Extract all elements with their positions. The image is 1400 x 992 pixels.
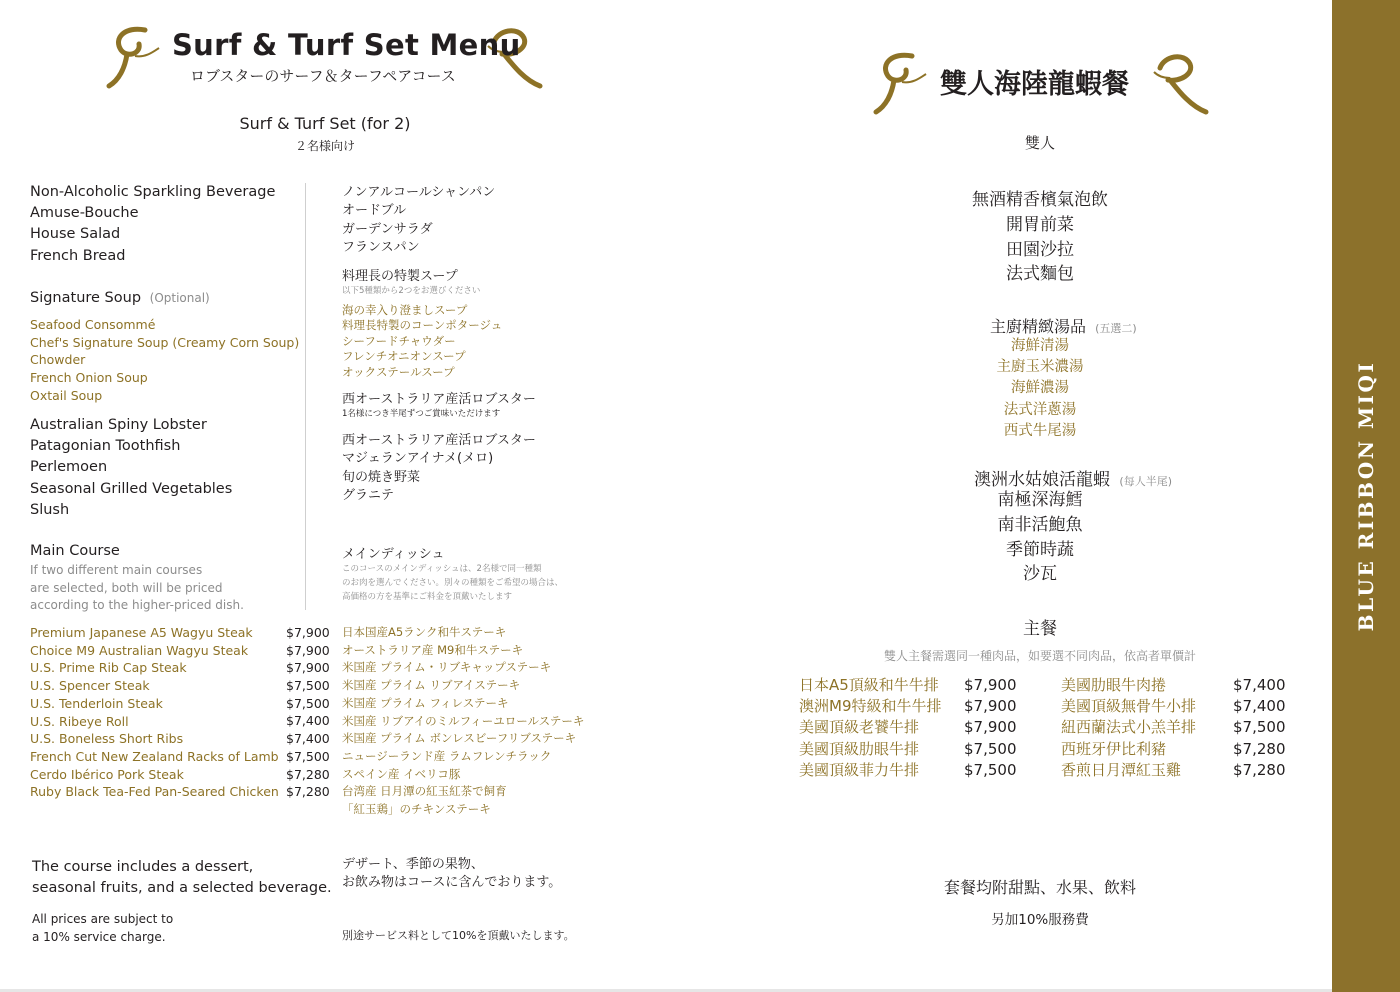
- price: $7,500: [286, 695, 330, 711]
- footer-line: デザート、季節の果物、: [342, 857, 484, 872]
- list-item: マジェランアイナメ(メロ): [342, 451, 494, 467]
- tw-lobster: [974, 465, 1172, 490]
- tw-soups: [875, 336, 1205, 442]
- lobster-heading-jp: 西オーストラリア産活ロブスター: [342, 392, 536, 407]
- list-item: 季節時蔬: [1006, 539, 1074, 560]
- service-jp: 別途サービス料として10%を頂戴いたします。: [342, 929, 575, 942]
- table-row: スペイン産 イベリコ豚: [342, 766, 461, 781]
- soup-optional: (Optional): [149, 291, 210, 305]
- table-row: Cerdo Ibérico Pork Steak: [30, 766, 184, 782]
- list-item: Non-Alcoholic Sparkling Beverage: [30, 184, 276, 200]
- list-item: 田園沙拉: [1006, 239, 1074, 260]
- tw-main-right-names: [1061, 675, 1196, 781]
- table-row: 米国産 プライム リブアイステーキ: [342, 678, 521, 693]
- table-row: ニュージーランド産 ラムフレンチラック: [342, 748, 552, 763]
- note-line: are selected, both will be priced: [30, 580, 223, 595]
- tw-service: 另加10%服務費: [991, 912, 1089, 928]
- table-row: 美國頂級菲力牛排: [799, 760, 920, 779]
- table-row: 美國頂級肋眼牛排: [799, 739, 920, 758]
- ornament-tw-left-icon: [872, 50, 930, 116]
- table-row: U.S. Tenderloin Steak: [30, 695, 163, 711]
- list-item: 法式洋蔥湯: [1003, 401, 1077, 418]
- list-item: オードブル: [342, 203, 407, 219]
- list-item: 法式麵包: [1006, 264, 1074, 285]
- table-row: 美國肋眼牛肉捲: [1061, 676, 1167, 694]
- price: $7,500: [286, 748, 330, 764]
- main-items-jp: [342, 624, 584, 819]
- service-en: [32, 911, 173, 946]
- list-item: Perlemoen: [30, 459, 108, 476]
- table-row: U.S. Prime Rib Cap Steak: [30, 660, 187, 676]
- list-item: 無酒精香檳氣泡飲: [972, 190, 1108, 210]
- main-heading: Main Course: [30, 543, 120, 559]
- table-row: 米国産 リブアイのミルフィーユロールステーキ: [342, 713, 585, 728]
- price: $7,280: [1233, 739, 1286, 758]
- footer-line: お飲み物はコースに含んでおります。: [342, 875, 562, 891]
- tw-soup-note: (五選二): [1095, 322, 1137, 335]
- list-item: 海鮮清湯: [1011, 338, 1069, 354]
- list-item: Seafood Consommé: [30, 317, 156, 332]
- set-title-jp: ２名様向け: [294, 139, 355, 153]
- table-row: 米国産 プライム フィレステーキ: [342, 695, 509, 710]
- list-item: 海鮮濃湯: [1011, 380, 1069, 397]
- list-item: ノンアルコールシャンパン: [342, 185, 496, 200]
- list-item: Amuse-Bouche: [30, 205, 139, 222]
- service-line: All prices are subject to: [32, 912, 174, 926]
- table-row: 西班牙伊比利豬: [1061, 739, 1167, 758]
- lobster-note-jp: 1名様につき半尾ずつご賞味いただけます: [342, 409, 501, 419]
- table-row: French Cut New Zealand Racks of Lamb: [30, 748, 279, 764]
- list-item: グラニテ: [342, 487, 395, 503]
- table-row: オーストラリア産 M9和牛ステーキ: [342, 642, 524, 657]
- main-items-en: [30, 624, 279, 801]
- menu-subtitle-jp: ロブスターのサーフ＆ターフペアコース: [190, 67, 456, 85]
- price: $7,400: [1233, 676, 1286, 694]
- list-item: House Salad: [30, 226, 121, 243]
- list-item: 南非活鮑魚: [997, 514, 1083, 535]
- table-row: 米国産 プライム ボンレスビーフリブステーキ: [342, 731, 577, 746]
- tw-lobster-note: (每人半尾): [1119, 475, 1172, 488]
- list-item: Patagonian Toothfish: [30, 438, 181, 455]
- list-item: オックステールスープ: [342, 364, 455, 379]
- price: $7,280: [286, 766, 330, 782]
- note-line: according to the higher-priced dish.: [30, 598, 244, 613]
- table-row: 香煎日月潭紅玉雞: [1061, 760, 1182, 779]
- table-row: 澳洲M9特級和牛牛排: [799, 697, 942, 716]
- price: $7,500: [964, 739, 1017, 758]
- table-row: 美國頂級無骨牛小排: [1061, 697, 1197, 716]
- list-item: シーフードチャウダー: [342, 333, 456, 348]
- price: $7,400: [286, 713, 330, 729]
- table-row: Ruby Black Tea-Fed Pan-Seared Chicken: [30, 784, 279, 800]
- mains-fixed-jp: [342, 432, 536, 505]
- price: $7,900: [964, 718, 1017, 737]
- price: $7,400: [1233, 697, 1286, 716]
- main-note-jp: [342, 562, 563, 605]
- tw-soup-heading: [990, 314, 1137, 337]
- list-item: 西式牛尾湯: [1003, 422, 1077, 439]
- list-item: Chowder: [30, 352, 86, 368]
- soup-heading-jp: 料理長の特製スープ: [342, 269, 458, 284]
- tw-main-left-prices: [964, 675, 1017, 781]
- tw-lobster-text: 澳洲水姑娘活龍蝦: [974, 470, 1110, 490]
- tw-title: 雙人海陸龍蝦餐: [940, 69, 1129, 100]
- tw-for-two: 雙人: [1024, 134, 1055, 152]
- list-item: フランスパン: [342, 239, 420, 255]
- tw-main-left-names: [799, 675, 942, 781]
- list-item: 南極深海鱈: [997, 490, 1083, 510]
- note-line: のお肉を選んでください。別々の種類をご希望の場合は、: [342, 578, 564, 589]
- tw-main-right-prices: [1233, 675, 1286, 781]
- list-item: 海の幸入り澄ましスープ: [342, 303, 468, 317]
- list-item: Oxtail Soup: [30, 387, 103, 403]
- list-item: 主廚玉米濃湯: [996, 359, 1084, 376]
- table-row: 台湾産 日月潭の紅玉紅茶で飼育: [342, 784, 507, 799]
- list-item: French Onion Soup: [30, 370, 148, 386]
- column-divider: [305, 183, 306, 610]
- price: $7,400: [286, 731, 330, 747]
- starters-en: [30, 182, 275, 267]
- list-item: 西オーストラリア産活ロブスター: [342, 433, 536, 448]
- table-row: Premium Japanese A5 Wagyu Steak: [30, 625, 253, 640]
- price: $7,280: [1233, 760, 1286, 779]
- table-row: U.S. Boneless Short Ribs: [30, 731, 184, 747]
- list-item: ガーデンサラダ: [342, 221, 433, 237]
- main-prices: [286, 624, 330, 801]
- soups-en: [30, 316, 299, 405]
- price: $7,900: [964, 676, 1017, 694]
- mains-fixed-en: [30, 415, 232, 521]
- soup-note-jp: 以下5種類から2つをお選びください: [342, 286, 481, 296]
- soup-heading-text: Signature Soup: [30, 290, 142, 306]
- tw-starters: [875, 188, 1205, 287]
- list-item: 開胃前菜: [1006, 214, 1074, 235]
- table-row: U.S. Ribeye Roll: [30, 713, 129, 729]
- price: $7,280: [286, 784, 330, 800]
- ornament-left-icon: [105, 24, 163, 90]
- list-item: Slush: [30, 501, 70, 518]
- list-item: 旬の焼き野菜: [342, 469, 421, 485]
- table-row: 日本国産A5ランク和牛ステーキ: [342, 625, 507, 639]
- soup-heading: [30, 290, 210, 306]
- menu-title: Surf & Turf Set Menu: [172, 28, 521, 62]
- tw-footer: 套餐均附甜點、水果、飲料: [943, 878, 1136, 897]
- price: $7,900: [964, 697, 1017, 716]
- price: $7,900: [286, 642, 330, 658]
- table-row: 美國頂級老饕牛排: [799, 718, 920, 737]
- tw-soup-heading-text: 主廚精緻湯品: [990, 317, 1087, 336]
- footer-line: seasonal fruits, and a selected beverage.: [32, 880, 332, 896]
- tw-main-note: 雙人主餐需選同一種肉品，如要選不同肉品，依高者單價計: [883, 649, 1196, 663]
- service-line: a 10% service charge.: [32, 929, 166, 944]
- list-item: 料理長特製のコーンポタージュ: [342, 318, 503, 333]
- main-heading-jp: メインディッシュ: [342, 547, 445, 562]
- table-row: 日本A5頂級和牛牛排: [799, 676, 939, 694]
- starters-jp: [342, 184, 495, 257]
- list-item: 沙瓦: [1023, 564, 1057, 585]
- main-note: [30, 562, 244, 615]
- note-line: このコースのメインディッシュは、2名様で同一種類: [342, 564, 542, 574]
- tw-mains-fixed: [875, 488, 1205, 587]
- footer-line: The course includes a dessert,: [32, 859, 254, 875]
- list-item: フレンチオニオンスープ: [342, 349, 466, 364]
- footer-jp: [342, 856, 561, 893]
- price: $7,500: [286, 678, 330, 694]
- table-row: 米国産 プライム・リブキャップステーキ: [342, 660, 552, 675]
- tw-main-heading: 主餐: [1023, 619, 1057, 639]
- table-row: U.S. Spencer Steak: [30, 678, 150, 694]
- list-item: Seasonal Grilled Vegetables: [30, 480, 233, 497]
- set-title: Surf & Turf Set (for 2): [239, 114, 411, 133]
- price: $7,900: [286, 660, 330, 676]
- price: $7,900: [286, 625, 330, 640]
- brand-name: BLUE RIBBON MIQI: [1354, 360, 1378, 632]
- table-row: Choice M9 Australian Wagyu Steak: [30, 642, 249, 658]
- table-row: 「紅玉鶏」のチキンステーキ: [342, 802, 491, 817]
- list-item: Australian Spiny Lobster: [30, 417, 207, 433]
- footer-en: [32, 857, 332, 899]
- note-line: If two different main courses: [30, 563, 203, 577]
- price: $7,500: [1233, 718, 1286, 737]
- ornament-tw-right-icon: [1150, 50, 1208, 116]
- soups-jp: [342, 303, 502, 380]
- list-item: Chef's Signature Soup (Creamy Corn Soup): [30, 334, 300, 350]
- note-line: 高価格の方を基準にご料金を頂戴いたします: [342, 592, 513, 603]
- price: $7,500: [964, 760, 1017, 779]
- table-row: 紐西蘭法式小羔羊排: [1061, 718, 1197, 737]
- list-item: French Bread: [30, 247, 126, 264]
